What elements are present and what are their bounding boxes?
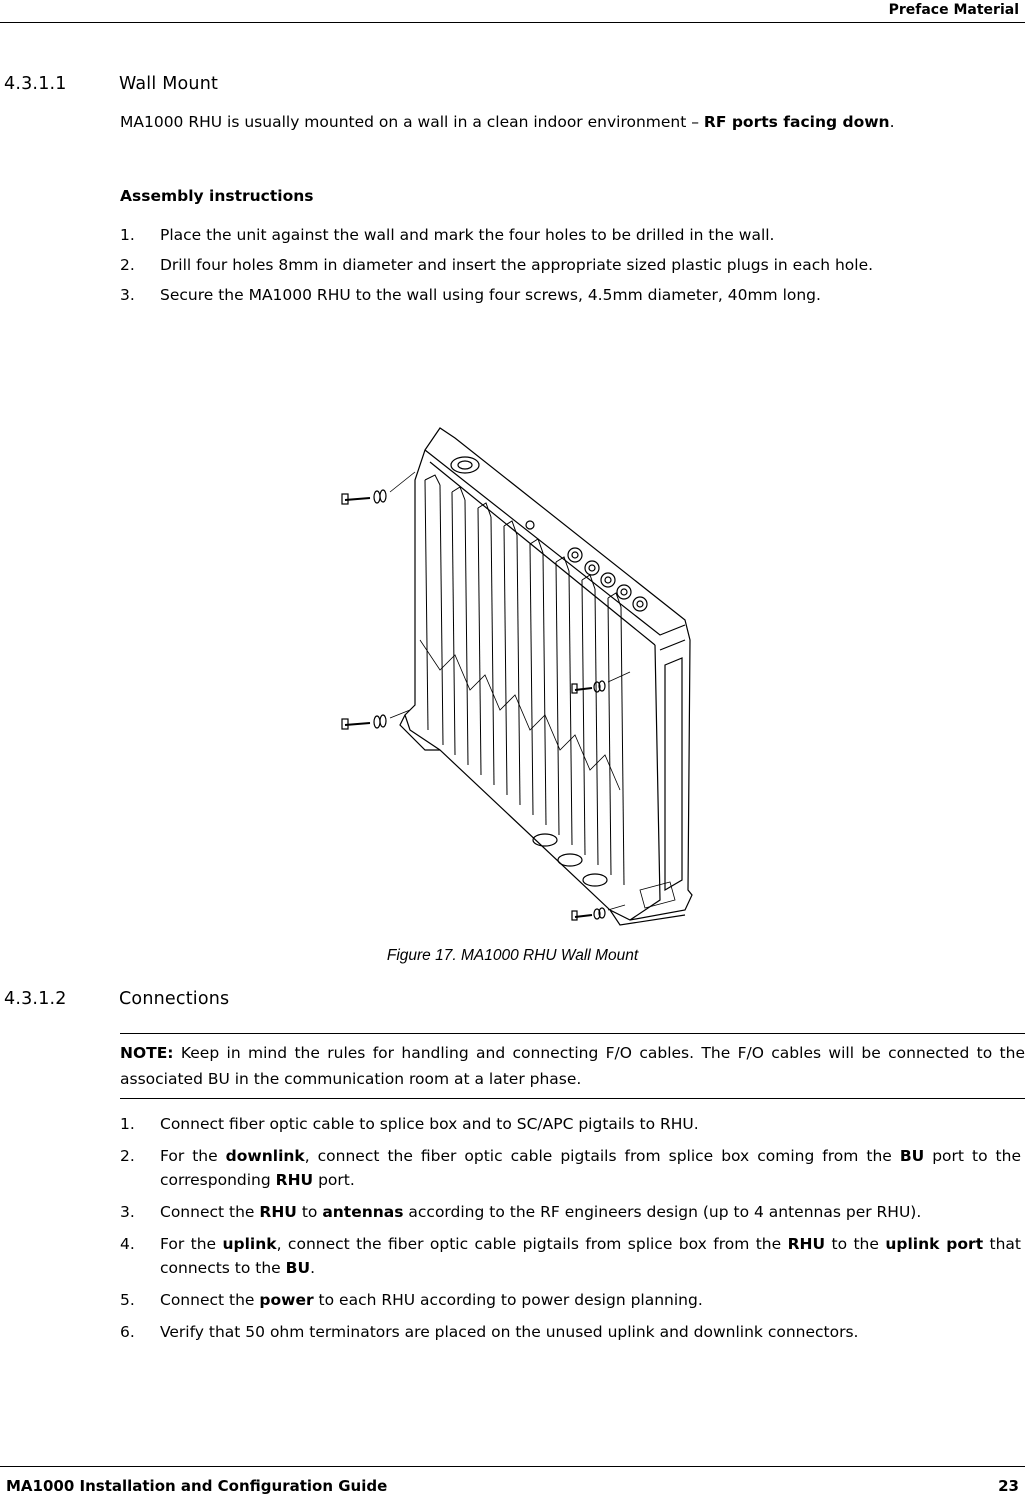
note-text: Keep in mind the rules for handling and connecting F/O cables. The F/O cables will be connected to the associated BU in the communication room at a later phase. <box>120 1044 1025 1088</box>
intro-paragraph <box>120 109 1021 136</box>
step-text <box>160 1323 858 1341</box>
section-number: 4.3.1.1 <box>4 74 67 94</box>
bold-term: uplink <box>222 1235 277 1253</box>
step-text-segment: Connect the <box>160 1291 260 1309</box>
step-text-segment: , connect the fiber optic cable pigtails from splice box coming from the <box>304 1147 900 1165</box>
list-item <box>120 253 1021 277</box>
section-title: Connections <box>119 989 230 1009</box>
step-text-segment: Verify that 50 ohm terminators are placed on the unused uplink and downlink connectors. <box>160 1323 859 1341</box>
assembly-steps <box>120 223 1021 307</box>
intro-bold-text: RF ports facing down <box>703 113 890 131</box>
step-number: 2. <box>120 1147 135 1165</box>
header-title: Preface Material <box>888 2 1019 18</box>
list-item <box>120 1288 1021 1312</box>
list-item <box>120 283 1021 307</box>
step-text: Place the unit against the wall and mark the four holes to be drilled in the wall. <box>160 226 775 244</box>
step-text-segment: port to the corresponding <box>160 1147 1021 1189</box>
step-text-segment: . <box>310 1259 315 1277</box>
step-text: Drill four holes 8mm in diameter and insert the appropriate sized plastic plugs in each hole. <box>160 256 874 274</box>
bold-term: power <box>259 1291 314 1309</box>
list-item <box>120 1112 1021 1136</box>
bold-term: BU <box>285 1259 311 1277</box>
list-item <box>120 223 1021 247</box>
bold-term: antennas <box>322 1203 404 1221</box>
step-number: 3. <box>120 286 135 304</box>
list-item <box>120 1200 1021 1224</box>
list-item <box>120 1232 1021 1280</box>
step-number: 3. <box>120 1203 135 1221</box>
step-number: 6. <box>120 1323 135 1341</box>
step-text-segment: , connect the fiber optic cable pigtails from splice box from the <box>276 1235 788 1253</box>
step-text-segment: Connect fiber optic cable to splice box and to SC/APC pigtails to RHU. <box>160 1115 699 1133</box>
step-text-segment: to the <box>825 1235 886 1253</box>
bold-term: RHU <box>259 1203 297 1221</box>
section-heading-wall-mount <box>4 74 218 94</box>
step-text <box>160 1235 1021 1277</box>
step-text-segment: port. <box>313 1171 355 1189</box>
page-footer <box>0 1466 1025 1498</box>
step-text-segment: to each RHU according to power design planning. <box>313 1291 703 1309</box>
bold-term: RHU <box>275 1171 314 1189</box>
intro-suffix: . <box>889 113 895 131</box>
footer-title: MA1000 Installation and Configuration Guide <box>6 1477 388 1495</box>
intro-text: MA1000 RHU is usually mounted on a wall in a clean indoor environment – <box>120 113 704 131</box>
step-text-segment: to <box>296 1203 323 1221</box>
step-number: 1. <box>120 226 135 244</box>
note-box <box>120 1033 1025 1099</box>
step-text <box>160 1147 1021 1189</box>
step-number: 2. <box>120 256 135 274</box>
bold-term: uplink port <box>885 1235 984 1253</box>
section-heading-connections <box>4 989 229 1009</box>
section-number: 4.3.1.2 <box>4 989 67 1009</box>
step-text: Secure the MA1000 RHU to the wall using four screws, 4.5mm diameter, 40mm long. <box>160 286 821 304</box>
bold-term: BU <box>899 1147 925 1165</box>
step-text <box>160 1291 703 1309</box>
bold-term: downlink <box>225 1147 305 1165</box>
step-text-segment: For the <box>160 1147 226 1165</box>
step-text-segment: that connects to the <box>160 1235 1021 1277</box>
bold-term: RHU <box>787 1235 826 1253</box>
rhu-wall-mount-figure <box>330 420 710 930</box>
step-number: 5. <box>120 1291 135 1309</box>
step-text-segment: Connect the <box>160 1203 260 1221</box>
list-item <box>120 1144 1021 1192</box>
assembly-heading: Assembly instructions <box>120 187 314 205</box>
step-text <box>160 1203 921 1221</box>
figure-caption: Figure 17. MA1000 RHU Wall Mount <box>386 947 639 964</box>
page-header <box>0 0 1025 23</box>
step-number: 1. <box>120 1115 135 1133</box>
step-text-segment: according to the RF engineers design (up to 4 antennas per RHU). <box>403 1203 922 1221</box>
section-title: Wall Mount <box>119 74 219 94</box>
page-number: 23 <box>998 1477 1019 1495</box>
step-number: 4. <box>120 1235 135 1253</box>
connection-steps <box>120 1112 1021 1352</box>
step-text <box>160 1115 699 1133</box>
note-label: NOTE: <box>120 1044 174 1062</box>
step-text-segment: For the <box>160 1235 223 1253</box>
list-item <box>120 1320 1021 1344</box>
